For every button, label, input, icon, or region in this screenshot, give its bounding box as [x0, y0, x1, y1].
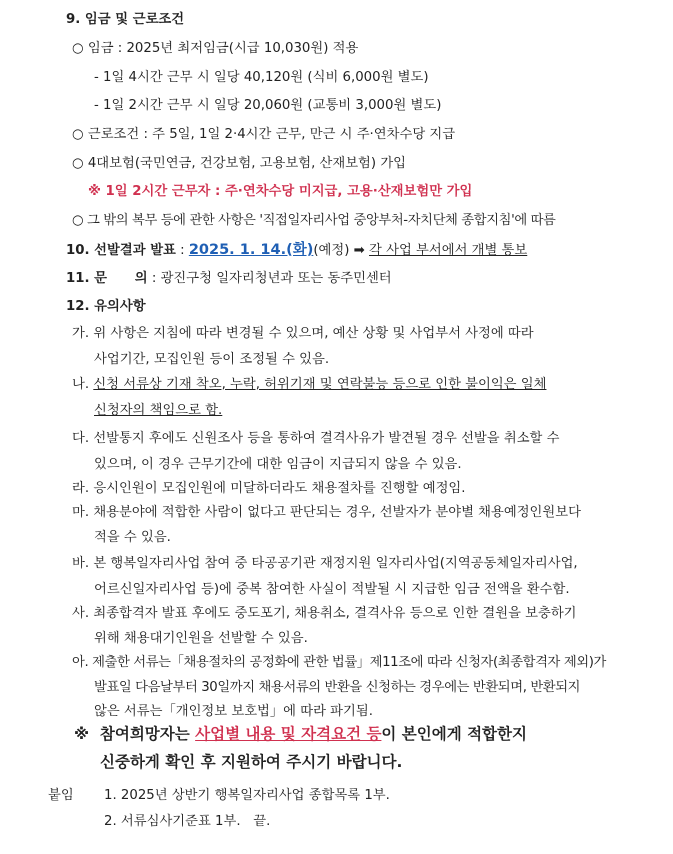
- caution-item: [72, 653, 606, 673]
- attachment-label: 붙임: [48, 788, 74, 803]
- circle-bullet-icon: ○: [72, 156, 84, 171]
- item-text-cont: 있으며, 이 경우 근무기간에 대한 임금이 지급되지 않을 수 있음.: [94, 457, 462, 472]
- item-text: 제출한 서류는「채용절차의 공정화에 관한 법률」제11조에 따라 신청자(최종합격자 제외)가: [92, 655, 606, 670]
- circle-bullet-icon: ○: [72, 41, 84, 56]
- item-text: 응시인원이 모집인원에 미달하더라도 채용절차를 진행할 예정임.: [93, 481, 466, 496]
- item-marker: 바.: [72, 556, 90, 571]
- conditions-text: 근로조건 : 주 5일, 1일 2·4시간 근무, 만근 시 주·연차수당 지급: [87, 127, 456, 142]
- item-text-cont: 않은 서류는「개인정보 보호법」에 따라 파기됨.: [94, 704, 373, 719]
- item-text: 선발통지 후에도 신원조사 등을 통하여 결격사유가 발견될 경우 선발을 취소할 수: [93, 431, 560, 446]
- item-marker: 다.: [72, 431, 90, 446]
- other-rules-line: [72, 211, 556, 231]
- announcement-date: 2025. 1. 14.(화): [188, 242, 314, 258]
- item-text-cont: 사업기간, 모집인원 등이 조정될 수 있음.: [94, 352, 330, 367]
- caution-item: [72, 503, 581, 523]
- item-text: 신청 서류상 기재 착오, 누락, 허위기재 및 연락불능 등으로 인한 불이익은 일체: [93, 377, 547, 392]
- wage-text: 임금 : 2025년 최저임금(시급 10,030원) 적용: [87, 41, 359, 56]
- notice-pre: 참여희망자는: [99, 725, 196, 743]
- circle-bullet-icon: ○: [72, 213, 84, 228]
- attachment-item-1: 1. 2025년 상반기 행복일자리사업 종합목록 1부.: [104, 788, 390, 803]
- section-9-heading: 9. 임금 및 근로조건: [66, 12, 185, 27]
- attachment-item-2: 2. 서류심사기준표 1부. 끝.: [104, 814, 271, 829]
- notice-post: 이 본인에게 적합한지: [381, 725, 527, 743]
- inquiry-text: : 광진구청 일자리청년과 또는 동주민센터: [147, 271, 392, 286]
- section-10-line: [66, 240, 527, 261]
- conditions-line: [72, 125, 455, 145]
- item-text: 최종합격자 발표 후에도 중도포기, 채용취소, 결격사유 등으로 인한 결원을 보충하기: [93, 606, 577, 621]
- wage-line: [72, 39, 358, 59]
- section-11-line: [66, 269, 392, 289]
- other-rules-text: 그 밖의 복무 등에 관한 사항은 '직접일자리사업 중앙부처-자치단체 종합지침'에 따름: [87, 213, 556, 228]
- short-shift-note: ※ 1일 2시간 근무자 : 주·연차수당 미지급, 고용·산재보험만 가입: [88, 184, 473, 199]
- section-11-label: 11. 문 의: [66, 271, 148, 286]
- insurance-line: [72, 154, 406, 174]
- wage-4h-line: - 1일 4시간 근무 시 일당 40,120원 (식비 6,000원 별도): [94, 70, 429, 85]
- item-text-cont: 위해 채용대기인원을 선발할 수 있음.: [94, 631, 308, 646]
- caution-item: [72, 429, 559, 449]
- section-10-sep: :: [175, 243, 189, 258]
- item-marker: 마.: [72, 505, 90, 520]
- item-text-cont: 적을 수 있음.: [94, 530, 171, 545]
- insurance-text: 4대보험(국민연금, 건강보험, 고용보험, 산재보험) 가입: [87, 156, 407, 171]
- section-10-label: 10. 선발결과 발표: [66, 243, 176, 258]
- item-text: 본 행복일자리사업 참여 중 타공공기관 재정지원 일자리사업(지역공동체일자리사업,: [93, 556, 578, 571]
- item-text-cont: 발표일 다음날부터 30일까지 채용서류의 반환을 신청하는 경우에는 반환되며, 반환되지: [94, 680, 581, 695]
- planned-label: (예정): [313, 243, 350, 258]
- notification-text: 각 사업 부서에서 개별 통보: [369, 243, 528, 258]
- applicant-notice-cont: 신중하게 확인 후 지원하여 주시기 바랍니다.: [100, 753, 403, 771]
- notice-mark: ※: [74, 725, 90, 743]
- item-marker: 라.: [72, 481, 90, 496]
- wage-2h-line: - 1일 2시간 근무 시 일당 20,060원 (교통비 3,000원 별도): [94, 98, 442, 113]
- caution-item: [72, 375, 546, 395]
- arrow-right-icon: ➡: [353, 243, 365, 258]
- item-text-cont: 어르신일자리사업 등)에 중복 참여한 사실이 적발될 시 지급한 임금 전액을 환수함.: [94, 582, 570, 597]
- item-marker: 아.: [72, 655, 89, 670]
- section-12-heading: 12. 유의사항: [66, 299, 146, 314]
- applicant-notice: [74, 723, 527, 745]
- item-marker: 가.: [72, 326, 90, 341]
- item-marker: 사.: [72, 606, 90, 621]
- caution-item: [72, 554, 578, 574]
- caution-item: [72, 479, 465, 499]
- caution-item: [72, 604, 577, 624]
- caution-item: [72, 324, 534, 344]
- notice-highlight: 사업별 내용 및 자격요건 등: [195, 725, 382, 743]
- item-text: 채용분야에 적합한 사람이 없다고 판단되는 경우, 선발자가 분야별 채용예정인원보다: [93, 505, 581, 520]
- circle-bullet-icon: ○: [72, 127, 84, 142]
- item-text: 위 사항은 지침에 따라 변경될 수 있으며, 예산 상황 및 사업부서 사정에 따라: [93, 326, 534, 341]
- item-marker: 나.: [72, 377, 90, 392]
- item-text-cont: 신청자의 책임으로 함.: [94, 403, 223, 418]
